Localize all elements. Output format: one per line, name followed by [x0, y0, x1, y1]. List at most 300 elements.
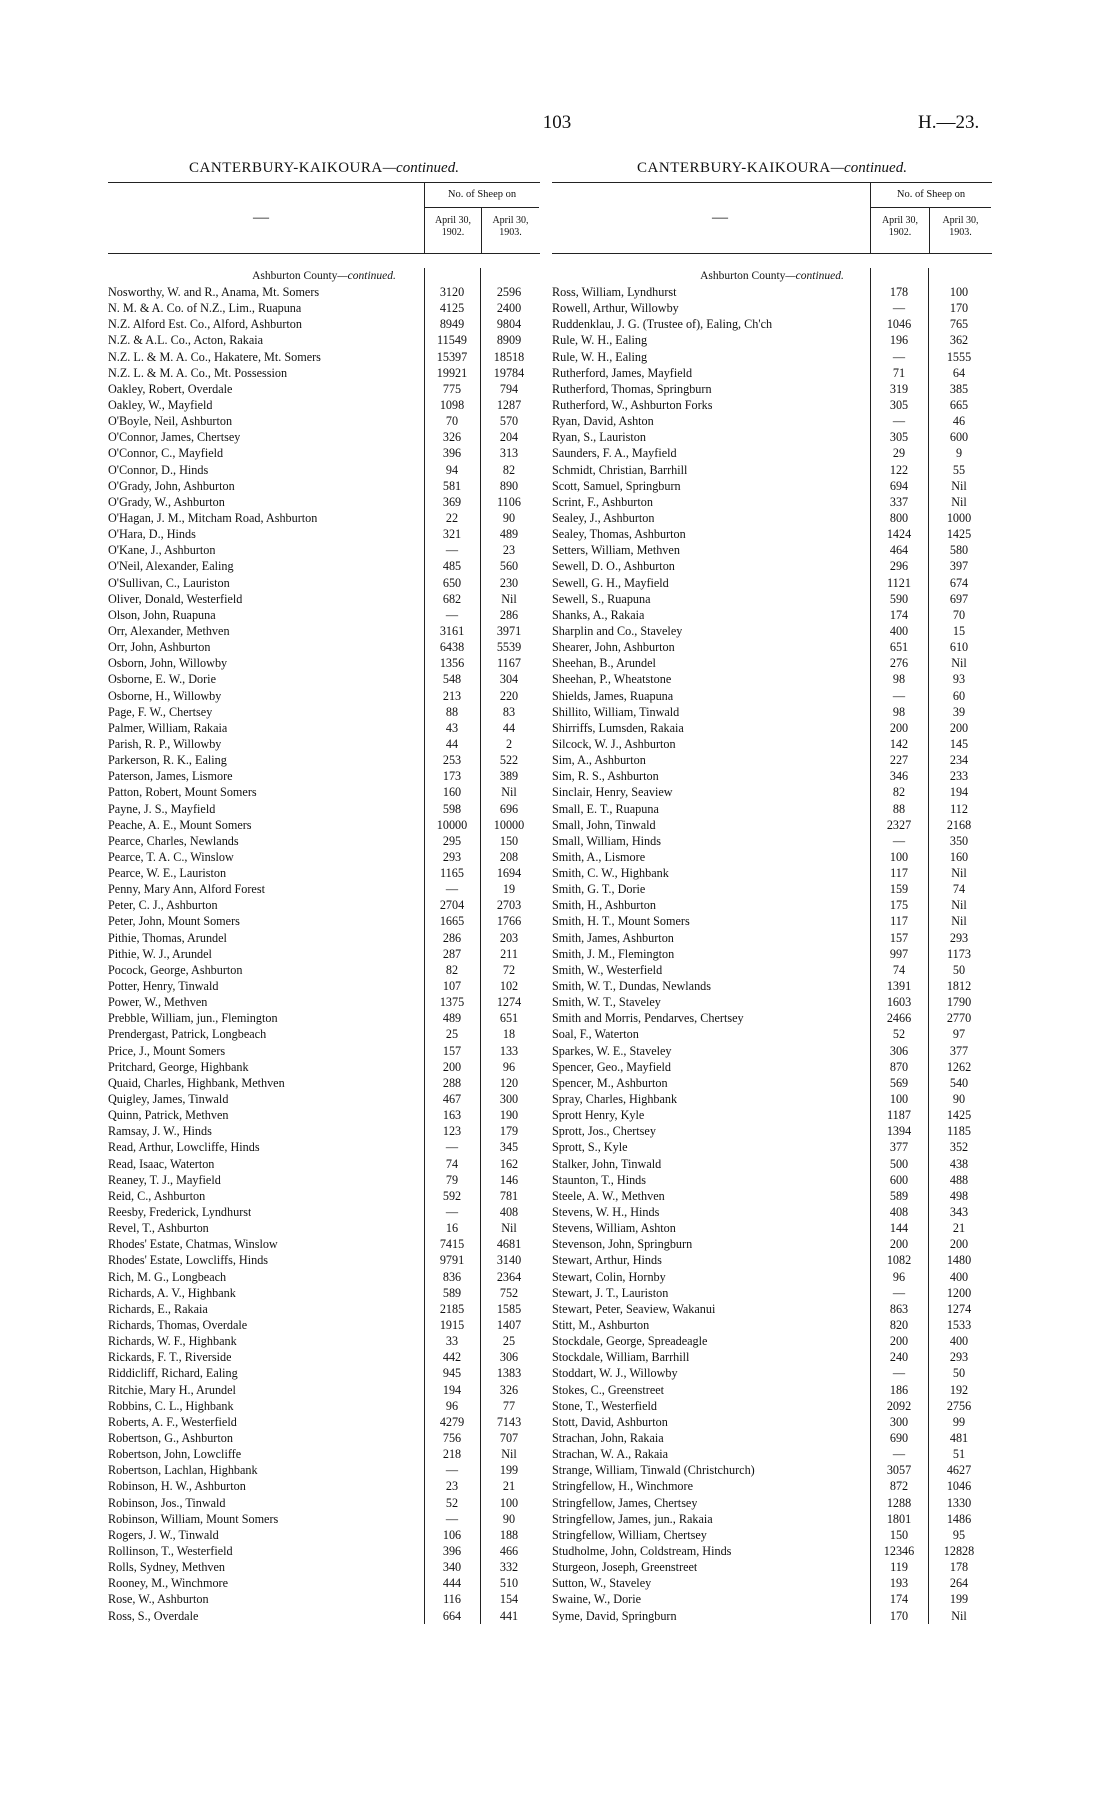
owner-name: Smith, J. M., Flemington [552, 946, 675, 961]
right-table-row [552, 1495, 992, 1511]
sheep-1902: 12346 [883, 1543, 915, 1558]
right-table-row [552, 1252, 992, 1268]
sheep-1903: 600 [949, 430, 969, 445]
owner-name: Revel, T., Ashburton [108, 1221, 209, 1236]
owner-name: Sinclair, Henry, Seaview [552, 785, 673, 800]
right-table-row [552, 930, 992, 946]
right-heading-suffix: —continued. [830, 160, 907, 176]
sheep-1903: 234 [949, 753, 969, 768]
right-table-row [552, 462, 992, 478]
owner-name: Small, John, Tinwald [552, 817, 656, 832]
sheep-1902: 3161 [439, 623, 465, 638]
owner-name: Shirriffs, Lumsden, Rakaia [552, 720, 684, 735]
owner-name: Stewart, Colin, Hornby [552, 1269, 666, 1284]
owner-name: Rowell, Arthur, Willowby [552, 301, 679, 316]
right-table-row [552, 1236, 992, 1252]
left-table-row [108, 284, 540, 300]
sheep-1903: 1330 [946, 1495, 972, 1510]
right-table-row [552, 833, 992, 849]
sheep-1902: 288 [442, 1075, 462, 1090]
left-table-row [108, 1220, 540, 1236]
sheep-1902: 173 [442, 769, 462, 784]
left-table-body [108, 268, 540, 1624]
sheep-1902: 286 [442, 930, 462, 945]
owner-name: Robertson, John, Lowcliffe [108, 1447, 242, 1462]
left-table-row [108, 478, 540, 494]
right-rows [552, 284, 992, 1624]
left-table-row [108, 349, 540, 365]
sheep-1902: 98 [892, 704, 906, 719]
sheep-1903: 2400 [496, 301, 522, 316]
sheep-1902: 287 [442, 946, 462, 961]
left-table-row [108, 1349, 540, 1365]
right-table-row [552, 478, 992, 494]
sheep-1902: 174 [889, 1592, 909, 1607]
sheep-1902: 548 [442, 672, 462, 687]
owner-name: Parkerson, R. K., Ealing [108, 753, 227, 768]
right-table-row [552, 1285, 992, 1301]
right-table-row [552, 881, 992, 897]
right-table-row [552, 913, 992, 929]
owner-name: Smith and Morris, Pendarves, Chertsey [552, 1011, 744, 1026]
right-table-row [552, 849, 992, 865]
owner-name: Rolls, Sydney, Methven [108, 1560, 226, 1575]
right-table-row [552, 1398, 992, 1414]
owner-name: Smith, W. T., Dundas, Newlands [552, 979, 712, 994]
left-table-row [108, 1414, 540, 1430]
sheep-1903: 220 [499, 688, 519, 703]
sheep-1903: 397 [949, 559, 969, 574]
sheep-1902: 600 [889, 1172, 909, 1187]
sheep-1903: 2703 [496, 898, 522, 913]
right-table-row [552, 1139, 992, 1155]
sheep-1903: Nil [951, 866, 967, 881]
sheep-1902: — [445, 1511, 459, 1526]
right-table-header [552, 182, 992, 254]
right-table-row [552, 397, 992, 413]
sheep-1902: 144 [889, 1221, 909, 1236]
right-table-row [552, 575, 992, 591]
sheep-1902: 2327 [886, 817, 912, 832]
left-table-row [108, 704, 540, 720]
owner-name: Stockdale, William, Barrhill [552, 1350, 690, 1365]
owner-name: Read, Isaac, Waterton [108, 1156, 215, 1171]
sheep-1902: 408 [889, 1205, 909, 1220]
sheep-1902: 142 [889, 736, 909, 751]
sheep-1903: 60 [952, 688, 966, 703]
sheep-1902: 836 [442, 1269, 462, 1284]
sheep-1903: Nil [501, 1221, 517, 1236]
owner-name: Roberts, A. F., Westerfield [108, 1414, 237, 1429]
left-table-row [108, 332, 540, 348]
sheep-1902: 117 [890, 914, 908, 929]
sheep-1903: 72 [502, 962, 516, 977]
sheep-1903: 19 [502, 882, 516, 897]
right-table-row [552, 1446, 992, 1462]
left-table-row [108, 1365, 540, 1381]
owner-name: Stoddart, W. J., Willowby [552, 1366, 678, 1381]
owner-name: Shearer, John, Ashburton [552, 640, 675, 655]
sheep-1902: 23 [445, 1479, 459, 1494]
owner-name: Sewell, D. O., Ashburton [552, 559, 675, 574]
left-table-row [108, 494, 540, 510]
left-table-row [108, 1107, 540, 1123]
owner-name: Smith, C. W., Highbank [552, 866, 669, 881]
right-table-row [552, 639, 992, 655]
sheep-1903: 1200 [946, 1285, 972, 1300]
left-table-row [108, 1333, 540, 1349]
sheep-1902: — [892, 1285, 906, 1300]
sheep-1902: 690 [889, 1430, 909, 1445]
left-col-1903-header: April 30, 1903. [481, 207, 539, 253]
sheep-1903: 510 [499, 1576, 519, 1591]
sheep-1903: 50 [952, 1366, 966, 1381]
sheep-1902: 157 [442, 1043, 462, 1058]
sheep-1903: 97 [952, 1027, 966, 1042]
sheep-1902: — [892, 1447, 906, 1462]
right-table-row [552, 801, 992, 817]
left-table-row [108, 1543, 540, 1559]
sheep-1903: Nil [951, 478, 967, 493]
sheep-1903: 25 [502, 1334, 516, 1349]
sheep-1902: 1121 [887, 575, 911, 590]
right-county-suffix: —continued. [785, 270, 844, 282]
left-table-row [108, 510, 540, 526]
left-table-row [108, 397, 540, 413]
sheep-1902: 11549 [436, 333, 468, 348]
sheep-1902: 44 [445, 736, 459, 751]
sheep-1902: 175 [889, 898, 909, 913]
right-col-1902-header: April 30, 1902. [881, 215, 919, 238]
sheep-1903: 345 [499, 1140, 519, 1155]
owner-name: Sharplin and Co., Staveley [552, 623, 683, 638]
sheep-1902: 872 [889, 1479, 909, 1494]
owner-name: Pritchard, George, Highbank [108, 1059, 249, 1074]
sheep-1903: 23 [502, 543, 516, 558]
sheep-1902: 253 [442, 753, 462, 768]
left-table-header [108, 182, 540, 254]
sheep-1903: 83 [502, 704, 516, 719]
sheep-1903: 293 [949, 930, 969, 945]
sheep-1903: 199 [949, 1592, 969, 1607]
sheep-1902: 200 [889, 1237, 909, 1252]
sheep-1902: 1098 [439, 397, 465, 412]
sheep-1903: 352 [949, 1140, 969, 1155]
sheep-1902: 1082 [886, 1253, 912, 1268]
right-table-row [552, 445, 992, 461]
right-table-row [552, 720, 992, 736]
sheep-1902: 107 [442, 979, 462, 994]
sheep-1903: 350 [949, 833, 969, 848]
owner-name: Spray, Charles, Highbank [552, 1092, 678, 1107]
right-table-row [552, 1414, 992, 1430]
sheep-1902: 178 [889, 285, 909, 299]
sheep-1903: 192 [949, 1382, 969, 1397]
owner-name: Rhodes' Estate, Lowcliffs, Hinds [108, 1253, 269, 1268]
sheep-1902: 2092 [886, 1398, 912, 1413]
sheep-1903: 10000 [493, 817, 525, 832]
sheep-1903: 697 [949, 591, 969, 606]
owner-name: Stewart, Peter, Seaview, Wakanui [552, 1301, 716, 1316]
sheep-1902: 100 [889, 849, 909, 864]
sheep-1903: 46 [952, 414, 966, 429]
sheep-1902: 589 [442, 1285, 462, 1300]
left-table-row [108, 1559, 540, 1575]
owner-name: Rhodes' Estate, Chatmas, Winslow [108, 1237, 278, 1252]
right-heading-title: CANTERBURY-KAIKOURA [637, 160, 831, 176]
right-column [552, 160, 992, 1624]
owner-name: Power, W., Methven [108, 995, 208, 1010]
right-table-row [552, 994, 992, 1010]
owner-name: Sealey, J., Ashburton [552, 510, 655, 525]
owner-name: N.Z. L. & M. A. Co., Hakatere, Mt. Somers [108, 349, 321, 364]
right-table-row [552, 962, 992, 978]
sheep-1903: 1274 [946, 1301, 972, 1316]
left-table-row [108, 671, 540, 687]
owner-name: Sturgeon, Joseph, Greenstreet [552, 1560, 698, 1575]
sheep-1902: 43 [445, 720, 459, 735]
sheep-1903: 2756 [946, 1398, 972, 1413]
left-table-row [108, 429, 540, 445]
left-table-row [108, 833, 540, 849]
left-table-row [108, 591, 540, 607]
right-table-row [552, 1462, 992, 1478]
owner-name: Page, F. W., Chertsey [108, 704, 213, 719]
sheep-1902: 581 [442, 478, 462, 493]
sheep-1903: 1555 [946, 349, 972, 364]
owner-name: Sealey, Thomas, Ashburton [552, 527, 686, 542]
sheep-1903: Nil [501, 591, 517, 606]
sheep-1903: 2 [505, 736, 513, 751]
owner-name: Robinson, H. W., Ashburton [108, 1479, 246, 1494]
owner-name: Quinn, Patrick, Methven [108, 1108, 229, 1123]
sheep-1903: 199 [499, 1463, 519, 1478]
sheep-1902: 589 [889, 1188, 909, 1203]
left-table-row [108, 720, 540, 736]
owner-name: Stringfellow, James, jun., Rakaia [552, 1511, 713, 1526]
sheep-1903: 441 [499, 1608, 519, 1623]
sheep-1903: 570 [499, 414, 519, 429]
sheep-1902: 1394 [886, 1124, 912, 1139]
sheep-1902: 276 [889, 656, 909, 671]
sheep-1903: 400 [949, 1269, 969, 1284]
right-table-row [552, 1269, 992, 1285]
owner-name: O'Connor, D., Hinds [108, 462, 209, 477]
left-county-name: Ashburton County [252, 270, 338, 282]
sheep-1902: 15397 [436, 349, 468, 364]
right-table-row [552, 1172, 992, 1188]
sheep-1903: 7143 [496, 1414, 522, 1429]
sheep-1902: 1356 [439, 656, 465, 671]
sheep-1903: 133 [499, 1043, 519, 1058]
owner-name: Staunton, T., Hinds [552, 1172, 647, 1187]
sheep-1902: 444 [442, 1576, 462, 1591]
sheep-1903: 39 [952, 704, 966, 719]
owner-name: Oakley, W., Mayfield [108, 397, 213, 412]
sheep-1903: 488 [949, 1172, 969, 1187]
owner-name: Stott, David, Ashburton [552, 1414, 668, 1429]
owner-name: Rogers, J. W., Tinwald [108, 1527, 219, 1542]
owner-name: Scott, Samuel, Springburn [552, 478, 681, 493]
sheep-1903: 1167 [497, 656, 521, 671]
owner-name: N.Z. & A.L. Co., Acton, Rakaia [108, 333, 264, 348]
owner-name: Ross, William, Lyndhurst [552, 285, 677, 299]
owner-name: Pearce, W. E., Lauriston [108, 866, 227, 881]
sheep-1902: 592 [442, 1188, 462, 1203]
sheep-1902: 186 [889, 1382, 909, 1397]
owner-name: Richards, A. V., Highbank [108, 1285, 236, 1300]
left-rows [108, 284, 540, 1624]
left-table-row [108, 1398, 540, 1414]
sheep-1902: 119 [890, 1560, 908, 1575]
sheep-1902: 400 [889, 623, 909, 638]
sheep-1902: 598 [442, 801, 462, 816]
right-table-row [552, 1204, 992, 1220]
owner-name: O'Connor, James, Chertsey [108, 430, 241, 445]
left-table-row [108, 1285, 540, 1301]
sheep-1903: 194 [949, 785, 969, 800]
sheep-1902: 467 [442, 1092, 462, 1107]
left-table-row [108, 801, 540, 817]
right-table-row [552, 413, 992, 429]
sheep-1903: 4681 [496, 1237, 522, 1252]
left-table-row [108, 1608, 540, 1624]
left-county-heading [108, 268, 540, 284]
left-col-1902-header: April 30, 1902. [434, 215, 472, 238]
sheep-1902: 590 [889, 591, 909, 606]
owner-name: Smith, H. T., Mount Somers [552, 914, 690, 929]
sheep-1903: 82 [502, 462, 516, 477]
sheep-1902: 1801 [886, 1511, 912, 1526]
right-table-row [552, 865, 992, 881]
owner-name: Reid, C., Ashburton [108, 1188, 206, 1203]
sheep-1903: 765 [949, 317, 969, 332]
sheep-1903: 1173 [947, 946, 971, 961]
sheep-1903: 1480 [946, 1253, 972, 1268]
owner-name: Strachan, John, Rakaia [552, 1430, 664, 1445]
owner-name: Schmidt, Christian, Barrhill [552, 462, 688, 477]
owner-name: Smith, A., Lismore [552, 849, 646, 864]
sheep-1902: 3120 [439, 285, 465, 299]
owner-name: Shillito, William, Tinwald [552, 704, 680, 719]
sheep-1903: 70 [952, 607, 966, 622]
sheep-1902: 1375 [439, 995, 465, 1010]
sheep-1903: 100 [949, 285, 969, 299]
sheep-1903: 332 [499, 1560, 519, 1575]
sheep-1903: 200 [949, 720, 969, 735]
left-table-row [108, 655, 540, 671]
sheep-1903: 707 [499, 1430, 519, 1445]
left-table-row [108, 1478, 540, 1494]
owner-name: Smith, H., Ashburton [552, 898, 656, 913]
sheep-1902: — [445, 882, 459, 897]
sheep-1903: 100 [499, 1495, 519, 1510]
sheep-1902: 240 [889, 1350, 909, 1365]
left-heading-suffix: —continued. [382, 160, 459, 176]
sheep-1903: 498 [949, 1188, 969, 1203]
sheep-1903: 96 [502, 1059, 516, 1074]
owner-name: O'Sullivan, C., Lauriston [108, 575, 230, 590]
sheep-1902: 340 [442, 1560, 462, 1575]
right-table-row [552, 300, 992, 316]
left-table-row [108, 849, 540, 865]
sheep-1902: 194 [442, 1382, 462, 1397]
owner-name: Spencer, Geo., Mayfield [552, 1059, 671, 1074]
left-table-row [108, 768, 540, 784]
sheep-1902: 300 [889, 1414, 909, 1429]
sheep-1902: 326 [442, 430, 462, 445]
sheep-1903: 560 [499, 559, 519, 574]
sheep-1902: 174 [889, 607, 909, 622]
right-sheep-group-label: No. of Sheep on [871, 183, 991, 208]
sheep-1903: 233 [949, 769, 969, 784]
left-table-row [108, 930, 540, 946]
sheep-1902: 117 [890, 866, 908, 881]
owner-name: Osborne, H., Willowby [108, 688, 222, 703]
left-table-row [108, 1382, 540, 1398]
sheep-1903: 481 [949, 1430, 969, 1445]
sheep-1902: 96 [445, 1398, 459, 1413]
owner-name: Small, E. T., Ruapuna [552, 801, 659, 816]
left-table-row [108, 1527, 540, 1543]
sheep-1902: 321 [442, 527, 462, 542]
sheep-1903: 18 [502, 1027, 516, 1042]
right-table-row [552, 946, 992, 962]
right-table-row [552, 1365, 992, 1381]
left-table-row [108, 1091, 540, 1107]
sheep-1902: 94 [445, 462, 459, 477]
left-table-row [108, 881, 540, 897]
owner-name: Soal, F., Waterton [552, 1027, 639, 1042]
sheep-1903: Nil [501, 785, 517, 800]
sheep-1902: 863 [889, 1301, 909, 1316]
owner-name: Parish, R. P., Willowby [108, 736, 222, 751]
sheep-1902: 293 [442, 849, 462, 864]
owner-name: Ross, S., Overdale [108, 1608, 199, 1623]
sheep-1902: 396 [442, 1543, 462, 1558]
right-section-heading [552, 160, 992, 182]
sheep-1903: 313 [499, 446, 519, 461]
sheep-1902: 1046 [886, 317, 912, 332]
owner-name: Rutherford, W., Ashburton Forks [552, 397, 713, 412]
sheep-1902: 296 [889, 559, 909, 574]
right-table-row [552, 607, 992, 623]
sheep-1902: 157 [889, 930, 909, 945]
sheep-1903: 200 [949, 1237, 969, 1252]
sheep-1902: 305 [889, 397, 909, 412]
owner-name: Richards, W. F., Highbank [108, 1334, 237, 1349]
sheep-1903: 208 [499, 849, 519, 864]
left-table-row [108, 1010, 540, 1026]
right-table-row [552, 1043, 992, 1059]
sheep-1902: 159 [889, 882, 909, 897]
right-table-row [552, 704, 992, 720]
left-section-heading [108, 160, 540, 182]
sheep-1902: — [892, 414, 906, 429]
sheep-1903: 1766 [496, 914, 522, 929]
left-table-row [108, 575, 540, 591]
owner-name: Rutherford, James, Mayfield [552, 365, 693, 380]
right-table-row [552, 1317, 992, 1333]
right-county-heading [552, 268, 992, 284]
left-table-row [108, 1043, 540, 1059]
right-table-row [552, 671, 992, 687]
owner-name: Penny, Mary Ann, Alford Forest [108, 882, 265, 897]
right-table-row [552, 897, 992, 913]
sheep-1903: 145 [949, 736, 969, 751]
owner-name: Rickards, F. T., Riverside [108, 1350, 232, 1365]
right-table-row [552, 1591, 992, 1607]
